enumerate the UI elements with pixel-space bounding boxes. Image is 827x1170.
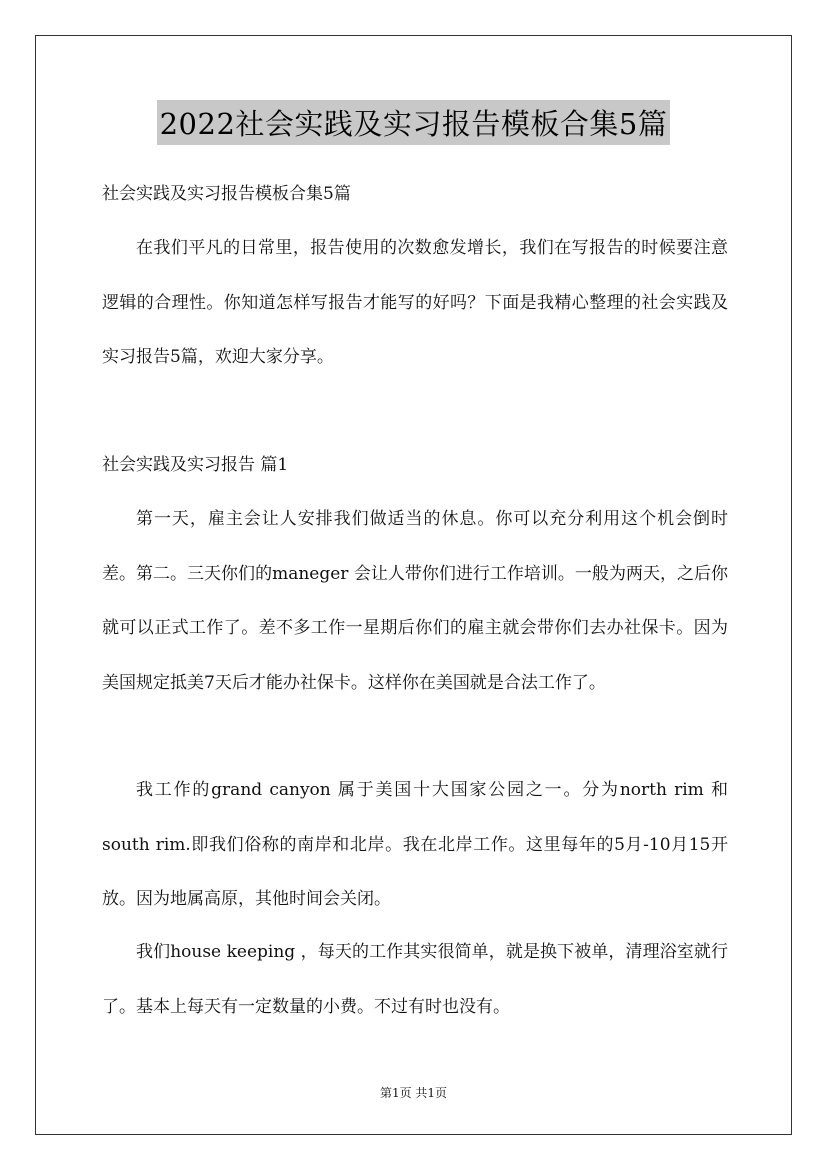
body-paragraph-2: 我工作的grand canyon 属于美国十大国家公园之一。分为north rim 和 south rim.即我们俗称的南岸和北岸。我在北岸工作。这里每年的5月-10月15开放。因为地属高原，其他时间会关闭。 [102,780,728,909]
intro-paragraph: 在我们平凡的日常里，报告使用的次数愈发增长，我们在写报告的时候要注意逻辑的合理性。你知道怎样写报告才能写的好吗？下面是我精心整理的社会实践及实习报告5篇，欢迎大家分享。 [102,238,728,367]
title-container [0,100,827,145]
body-paragraph-1: 第一天，雇主会让人安排我们做适当的休息。你可以充分利用这个机会倒时差。第二。三天你们的maneger 会让人带你们进行工作培训。一般为两天，之后你就可以正式工作了。差不多工作一星期后你们的雇主就会带你们去办社保卡。因为美国规定抵美7天后才能办社保卡。这样你在美国就是合法工作了。 [102,509,728,693]
subtitle: 社会实践及实习报告模板合集5篇 [102,184,351,204]
body-paragraph-3: 我们house keeping ，每天的工作其实很简单，就是换下被单，清理浴室就行了。基本上每天有一定数量的小费。不过有时也没有。 [102,942,728,1017]
page-footer: 第1页 共1页 [379,1086,448,1100]
document-title: 2022社会实践及实习报告模板合集5篇 [157,100,671,145]
section-heading: 社会实践及实习报告 篇1 [102,455,289,475]
